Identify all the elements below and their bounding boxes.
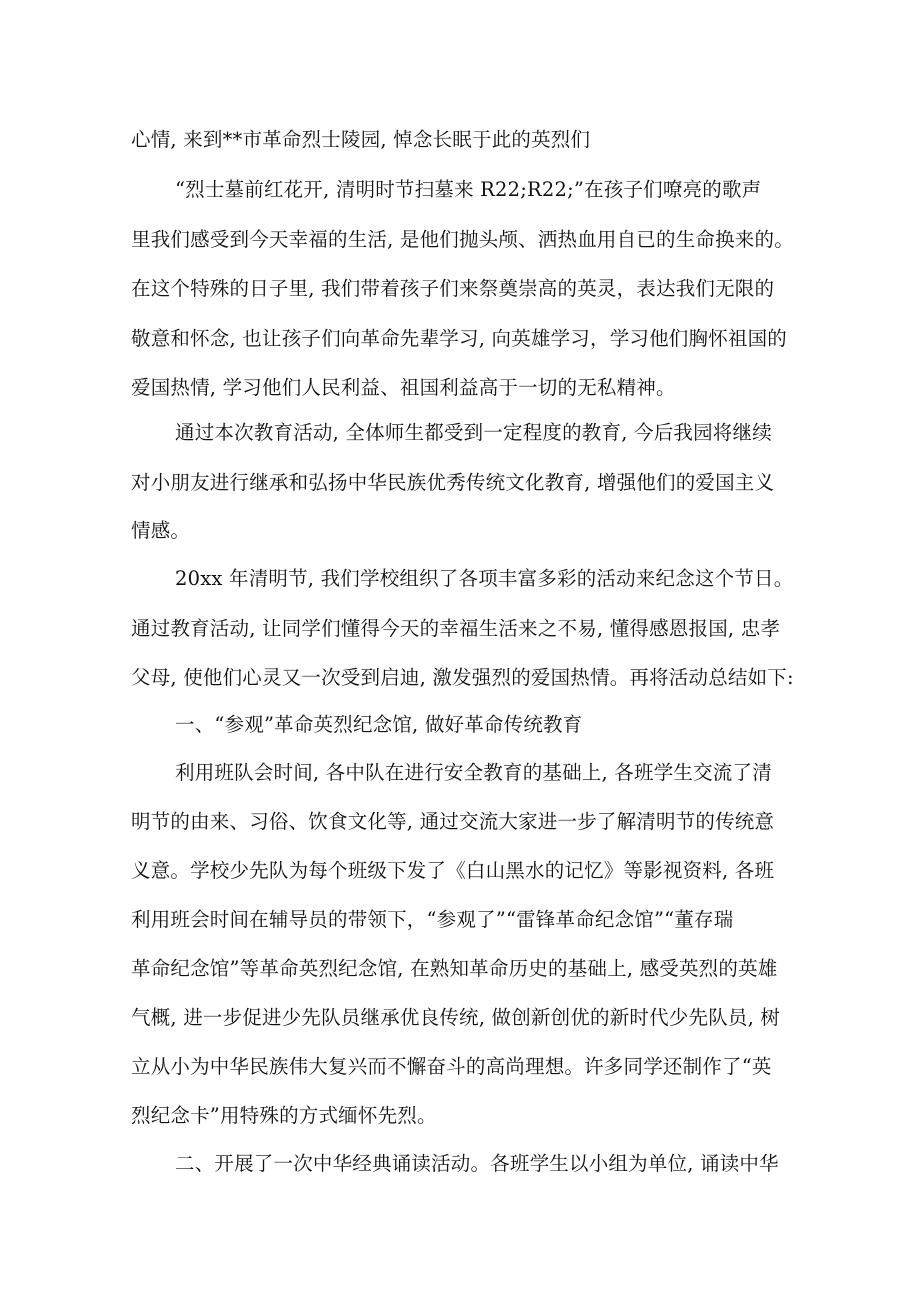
section-heading-1: 一、“参观”革命英烈纪念馆, 做好革命传统教育 [175, 713, 583, 736]
text-line-21: 烈纪念卡”用特殊的方式缅怀先烈。 [131, 1104, 437, 1127]
text-line-18: 革命纪念馆”等革命英烈纪念馆, 在熟知革命历史的基础上, 感受英烈的英雄 [131, 957, 778, 980]
text-line-12: 父母, 使他们心灵又一次受到启迪, 激发强烈的爱国热情。再将活动总结如下: [131, 666, 794, 689]
text-line-10: 20xx 年清明节, 我们学校组织了各项丰富多彩的活动来纪念这个节日。 [175, 567, 794, 590]
text-line-20: 立从小为中华民族伟大复兴而不懈奋斗的高尚理想。许多同学还制作了“英 [131, 1055, 772, 1078]
text-line-05: 敬意和怀念, 也让孩子们向革命先辈学习, 向英雄学习，学习他们胸怀祖国的 [131, 327, 787, 350]
text-line-06: 爱国热情, 学习他们人民利益、祖国利益高于一切的无私精神。 [131, 376, 676, 399]
text-line-19: 气概, 进一步促进少先队员继承优良传统, 做创新创优的新时代少先队员, 树 [131, 1006, 781, 1029]
section-heading-2: 二、开展了一次中华经典诵读活动。各班学生以小组为单位, 诵读中华 [175, 1152, 779, 1175]
text-line-14: 利用班队会时间, 各中队在进行安全教育的基础上, 各班学生交流了清 [175, 761, 772, 784]
text-line-04: 在这个特殊的日子里, 我们带着孩子们来祭奠崇高的英灵，表达我们无限的 [131, 277, 775, 300]
text-line-07: 通过本次教育活动, 全体师生都受到一定程度的教育, 今后我园将继续 [175, 421, 772, 444]
text-line-11: 通过教育活动, 让同学们懂得今天的幸福生活来之不易, 懂得感恩报国, 忠孝 [131, 617, 781, 640]
text-line-15: 明节的由来、习俗、饮食文化等, 通过交流大家进一步了解清明节的传统意 [131, 810, 775, 833]
text-line-01: 心情, 来到**市革命烈士陵园, 悼念长眠于此的英烈们 [131, 128, 591, 151]
text-line-09: 情感。 [131, 519, 191, 542]
text-line-03: 里我们感受到今天幸福的生活, 是他们抛头颅、洒热血用自已的生命换来的。 [131, 228, 794, 251]
text-line-02: “烈士墓前红花开, 清明时节扫墓来 R22;R22;”在孩子们嘹亮的歌声 [175, 178, 762, 201]
text-line-17: 利用班会时间在辅导员的带领下，“参观了”“雷锋革命纪念馆”“董存瑞 [131, 908, 734, 931]
text-line-16: 义意。学校少先队为每个班级下发了《白山黑水的记忆》等影视资料, 各班 [131, 859, 775, 882]
text-line-08: 对小朋友进行继承和弘扬中华民族优秀传统文化教育, 增强他们的爱国主义 [131, 471, 775, 494]
